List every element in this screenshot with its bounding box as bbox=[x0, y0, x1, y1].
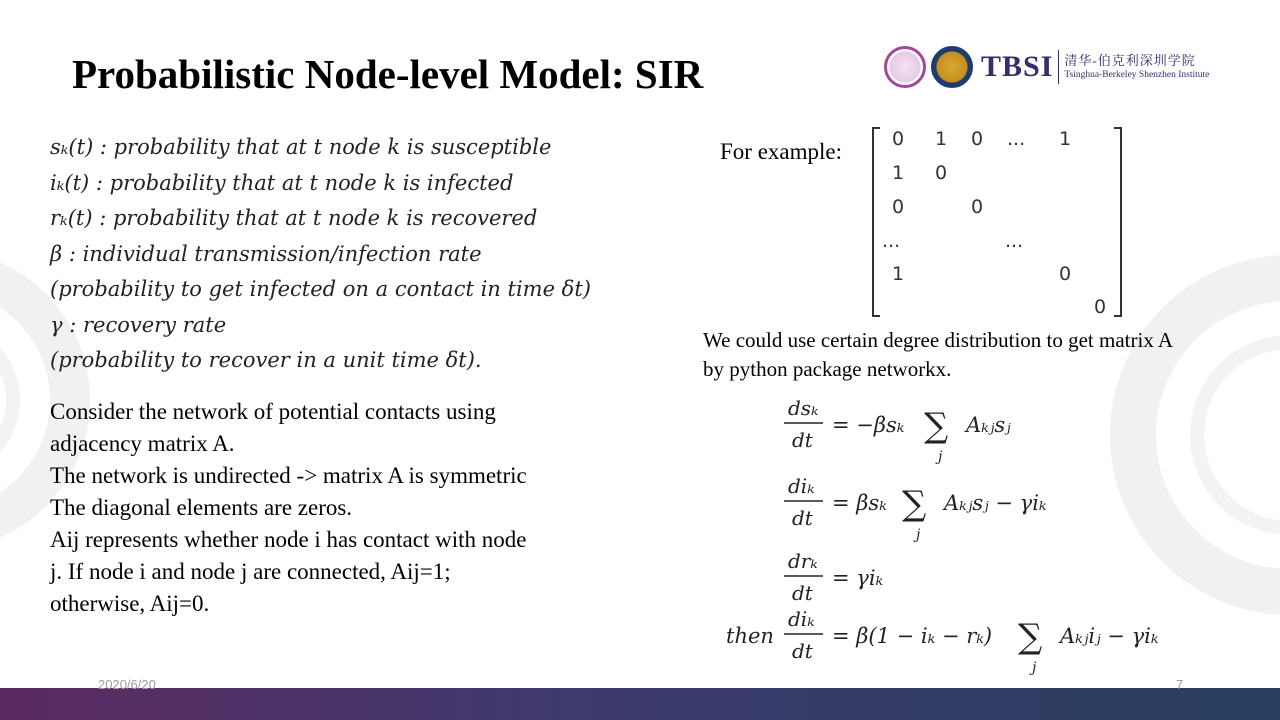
eq4-rhs-left: = β(1 − iₖ − rₖ) bbox=[832, 624, 993, 648]
slide-title: Probabilistic Node-level Model: SIR bbox=[72, 51, 704, 97]
matrix-cell: ... bbox=[882, 230, 901, 252]
eq2-sum-index: j bbox=[916, 527, 921, 543]
adjacency-matrix bbox=[872, 127, 1122, 320]
eq4-denominator: dt bbox=[792, 639, 813, 663]
eq3-denominator: dt bbox=[792, 581, 813, 605]
matrix-note bbox=[703, 326, 1173, 384]
institute-logo bbox=[884, 44, 1209, 90]
matrix-left-bracket bbox=[872, 127, 880, 317]
sir-equations bbox=[720, 390, 1200, 680]
matrix-cell: 0 bbox=[935, 162, 948, 184]
sum-symbol: ∑ bbox=[924, 406, 949, 446]
matrix-cell: 1 bbox=[935, 128, 948, 150]
footer-page-number: 7 bbox=[1176, 677, 1184, 692]
paragraph-line: Consider the network of potential contacts using bbox=[50, 399, 496, 424]
matrix-cell: 1 bbox=[892, 162, 905, 184]
eq2-rhs-left: = βsₖ bbox=[832, 491, 887, 515]
definition-line: (probability to recover in a unit time δt). bbox=[50, 348, 482, 372]
matrix-cell: ... bbox=[1007, 128, 1026, 150]
berkeley-seal-icon bbox=[931, 46, 973, 88]
paragraph-line: The network is undirected -> matrix A is symmetric bbox=[50, 463, 527, 488]
matrix-cell: 0 bbox=[971, 196, 984, 218]
definition-line: β : individual transmission/infection rate bbox=[50, 241, 482, 266]
paragraph-line: The diagonal elements are zeros. bbox=[50, 495, 353, 520]
paragraph-line: j. If node i and node j are connected, Aij=1; bbox=[50, 559, 451, 584]
eq2-rhs-right: Aₖⱼsⱼ − γiₖ bbox=[944, 491, 1047, 515]
logo-chinese-name: 清华-伯克利深圳学院 bbox=[1064, 53, 1196, 68]
logo-acronym: TBSI bbox=[981, 50, 1054, 83]
eq1-rhs-right: Aₖⱼsⱼ bbox=[966, 413, 1011, 437]
matrix-cell: 0 bbox=[892, 128, 905, 150]
eq2-denominator: dt bbox=[792, 506, 813, 530]
eq1-sum-index: j bbox=[938, 449, 943, 465]
matrix-right-bracket bbox=[1114, 127, 1122, 317]
matrix-cell: ... bbox=[1005, 230, 1024, 252]
footer-bar bbox=[0, 688, 1280, 720]
matrix-cell: 0 bbox=[971, 128, 984, 150]
paragraph-line: otherwise, Aij=0. bbox=[50, 591, 210, 616]
logo-english-name: Tsinghua-Berkeley Shenzhen Institute bbox=[1064, 70, 1210, 80]
eq3-rhs: = γiₖ bbox=[832, 566, 884, 590]
eq4-prefix: then bbox=[726, 624, 774, 648]
note-line: by python package networkx. bbox=[703, 357, 952, 381]
eq1-denominator: dt bbox=[792, 428, 813, 452]
paragraph-line: adjacency matrix A. bbox=[50, 431, 235, 456]
definitions-list bbox=[50, 130, 591, 379]
definition-line: (probability to get infected on a contact in time δt) bbox=[50, 277, 591, 301]
matrix-cell: 1 bbox=[1059, 128, 1072, 150]
equation-then-di-dt bbox=[726, 607, 1159, 676]
sum-symbol: ∑ bbox=[1018, 617, 1043, 657]
note-line: We could use certain degree distribution to get matrix A bbox=[703, 328, 1174, 352]
matrix-cell: 0 bbox=[1094, 296, 1107, 318]
footer-date: 2020/6/20 bbox=[98, 677, 156, 692]
matrix-cell: 1 bbox=[892, 263, 905, 285]
tsinghua-seal-icon bbox=[884, 46, 926, 88]
eq1-rhs-left: = −βsₖ bbox=[832, 413, 905, 437]
logo-text bbox=[1064, 53, 1209, 81]
definition-line: γ : recovery rate bbox=[50, 312, 227, 337]
eq4-numerator: diₖ bbox=[788, 607, 815, 631]
matrix-cell: 0 bbox=[892, 196, 905, 218]
logo-divider bbox=[1058, 50, 1059, 84]
example-label: For example: bbox=[720, 139, 842, 164]
equation-dr-dt bbox=[784, 549, 884, 605]
paragraph-line: Aij represents whether node i has contact with node bbox=[50, 527, 527, 552]
definition-line: rₖ(t) : probability that at t node k is recovered bbox=[50, 206, 538, 230]
eq4-sum-index: j bbox=[1032, 660, 1037, 676]
matrix-cell: 0 bbox=[1059, 263, 1072, 285]
equation-ds-dt bbox=[784, 396, 1011, 465]
eq4-rhs-right: Aₖⱼiⱼ − γiₖ bbox=[1060, 624, 1159, 648]
eq3-numerator: drₖ bbox=[788, 549, 818, 573]
eq2-numerator: diₖ bbox=[788, 474, 815, 498]
eq1-numerator: dsₖ bbox=[788, 396, 819, 420]
definition-line: sₖ(t) : probability that at t node k is susceptible bbox=[50, 135, 552, 159]
network-explanation bbox=[50, 396, 630, 620]
sum-symbol: ∑ bbox=[902, 484, 927, 524]
equation-di-dt bbox=[784, 474, 1047, 543]
definition-line: iₖ(t) : probability that at t node k is infected bbox=[50, 170, 514, 195]
